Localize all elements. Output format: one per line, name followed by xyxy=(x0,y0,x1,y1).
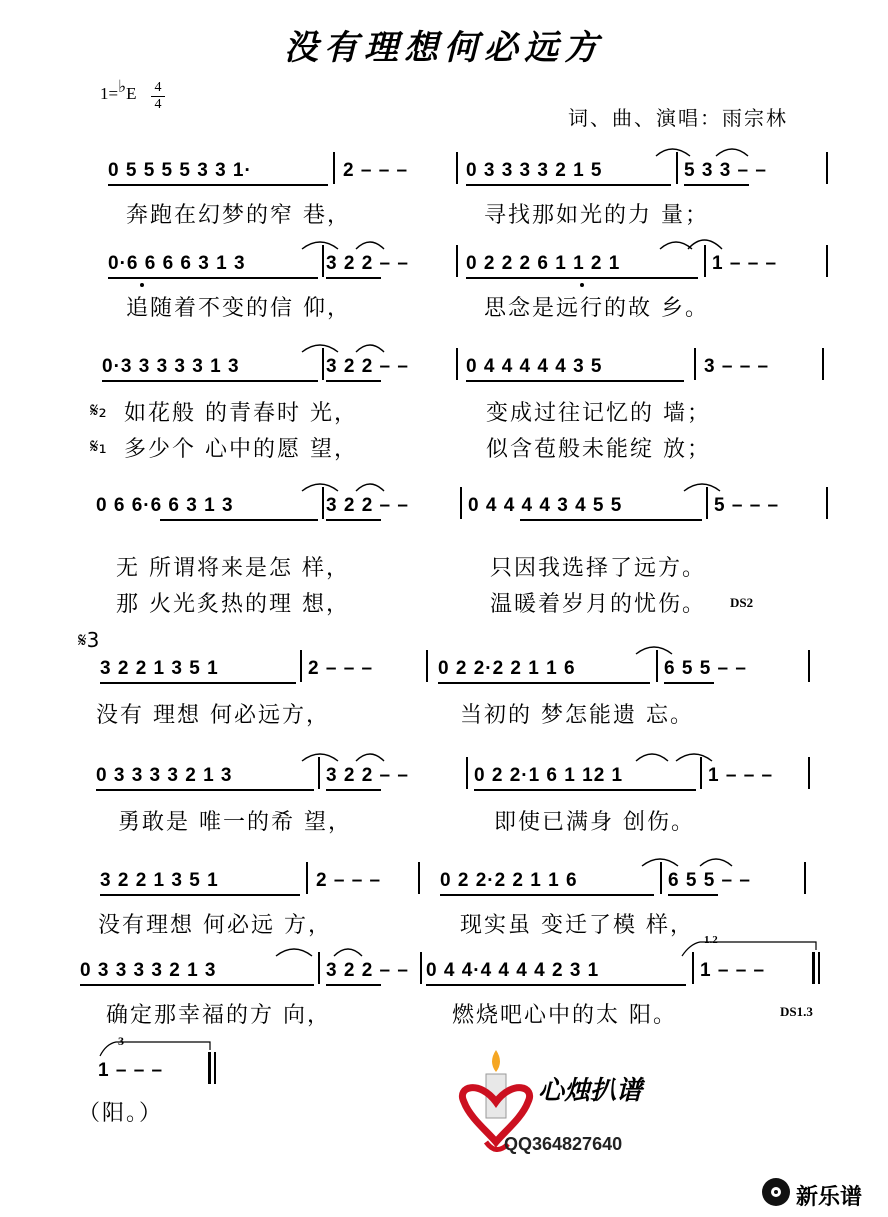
tie-arcs xyxy=(0,253,888,293)
notes-measure-2: 3 2 2 – – xyxy=(326,253,409,274)
lyric-line: （阳。） xyxy=(78,1101,164,1126)
notes-measure-3: 0 4 4 4 4 4 3 5 xyxy=(466,356,603,377)
notes-measure-1: 3 2 2 1 3 5 1 xyxy=(100,658,219,679)
volta-ending-label: 3 xyxy=(118,1034,124,1048)
notes-measure-3: 0 3 3 3 3 2 1 5 xyxy=(466,160,603,181)
notes-measure-3: 0 4 4·4 4 4 4 2 3 1 xyxy=(426,960,600,981)
ds-marking: DS1.3 xyxy=(780,1004,813,1019)
key-prefix: 1= xyxy=(100,84,119,103)
key-note: E xyxy=(126,84,137,103)
notes-measure-3: 0 4 4 4 4 3 4 5 5 xyxy=(468,495,623,516)
tie-arcs xyxy=(0,495,888,535)
logo-text: 心烛扒谱 xyxy=(538,1076,643,1106)
key-signature xyxy=(100,77,137,104)
lyric-line: 现实虽 变迁了模 样， xyxy=(460,913,694,938)
notes-measure-2: 2 – – – xyxy=(343,160,409,181)
volta-ending-label: 1.2 xyxy=(704,934,718,946)
lyric-line: 多少个 心中的愿 望， xyxy=(124,437,358,462)
notes-measure-1: 0 3 3 3 3 2 1 3 xyxy=(96,765,233,786)
notes-measure-2: 3 2 2 – – xyxy=(326,960,409,981)
lyric-line: 似含苞般未能绽 放； xyxy=(486,437,711,462)
lyric-line: 奔跑在幻梦的窄 巷， xyxy=(126,203,351,228)
notes-measure-3: 0 2 2·1 6 1 12 1 xyxy=(474,765,624,786)
tie-arcs xyxy=(0,356,888,396)
lyric-line: 确定那幸福的方 向， xyxy=(106,1003,331,1028)
lyric-line: 思念是远行的故 乡。 xyxy=(484,296,709,321)
notes-measure-2: 2 – – – xyxy=(316,870,382,891)
segno-3-sign: 𝄋3 xyxy=(78,628,100,652)
notes-measure-2: 3 2 2 – – xyxy=(326,495,409,516)
notes-measure-1: 1 – – – xyxy=(98,1060,164,1081)
segno-1-sign: 𝄋₁ xyxy=(90,434,107,458)
lyric-line: 那 火光炙热的理 想， xyxy=(116,592,350,617)
notes-measure-4: 3 – – – xyxy=(704,356,770,377)
notes-measure-4: 1 – – – xyxy=(700,960,766,981)
notes-measure-1: 0·6 6 6 6 3 1 3 xyxy=(108,253,246,274)
qq-contact: QQ364827640 xyxy=(504,1134,623,1154)
lyric-line: 如花般 的青春时 光， xyxy=(124,401,358,426)
lyric-line: 寻找那如光的力 量； xyxy=(484,203,709,228)
notes-measure-2: 3 2 2 – – xyxy=(326,356,409,377)
time-top: 4 xyxy=(154,80,162,95)
lyric-line: 勇敢是 唯一的希 望， xyxy=(118,810,352,835)
notes-measure-3: 0 2 2·2 2 1 1 6 xyxy=(438,658,576,679)
barline xyxy=(214,1052,216,1084)
lyric-line: 燃烧吧心中的太 阳。 xyxy=(452,1003,677,1028)
notes-measure-1: 0 3 3 3 3 2 1 3 xyxy=(80,960,217,981)
lyric-line: 即使已满身 创伤。 xyxy=(494,810,695,835)
notes-measure-4: 5 – – – xyxy=(714,495,780,516)
lyric-line: 追随着不变的信 仰， xyxy=(126,296,351,321)
disc-icon xyxy=(760,1176,792,1208)
lyric-line: 无 所谓将来是怎 样， xyxy=(116,556,350,581)
lyric-line: 只因我选择了远方。 xyxy=(490,556,707,581)
lyric-line: 变成过往记忆的 墙； xyxy=(486,401,711,426)
notes-measure-1: 0 5 5 5 5 3 3 1· xyxy=(108,160,252,181)
tie-arcs xyxy=(0,765,888,805)
notes-measure-3: 0 2 2 2 6 1 1 2 1 xyxy=(466,253,621,274)
segno-2-sign: 𝄋₂ xyxy=(90,398,107,422)
notes-measure-1: 0·3 3 3 3 3 1 3 xyxy=(102,356,240,377)
notes-measure-1: 3 2 2 1 3 5 1 xyxy=(100,870,219,891)
notes-measure-4: 6 5 5 – – xyxy=(668,870,751,891)
lyric-line: 没有 理想 何必远方， xyxy=(96,703,330,728)
repeat-barline xyxy=(208,1052,211,1084)
tie-arcs xyxy=(0,160,888,200)
time-signature xyxy=(151,80,165,113)
tie-arcs xyxy=(0,960,888,1000)
lyric-line: 温暖着岁月的忧伤。 xyxy=(490,592,707,617)
tie-arcs xyxy=(0,658,888,698)
page-title: 没有理想何必远方 xyxy=(284,28,604,68)
ds-marking: DS2 xyxy=(730,595,754,610)
brand-name: 新乐谱 xyxy=(796,1185,863,1210)
notes-measure-2: 2 – – – xyxy=(308,658,374,679)
notes-measure-3: 0 2 2·2 2 1 1 6 xyxy=(440,870,578,891)
notes-measure-4: 1 – – – xyxy=(708,765,774,786)
notes-measure-2: 3 2 2 – – xyxy=(326,765,409,786)
time-bottom: 4 xyxy=(151,96,165,113)
notes-measure-4: 1 – – – xyxy=(712,253,778,274)
flat-sign: ♭ xyxy=(118,77,127,96)
lyric-line: 当初的 梦怎能遗 忘。 xyxy=(460,703,694,728)
notes-measure-1: 0 6 6·6 6 3 1 3 xyxy=(96,495,234,516)
notes-measure-4: 5 3 3 – – xyxy=(684,160,767,181)
tie-arcs xyxy=(0,870,888,910)
credit-line: 词、曲、演唱：雨宗林 xyxy=(568,106,788,130)
lyric-line: 没有理想 何必远 方， xyxy=(98,913,332,938)
notes-measure-4: 6 5 5 – – xyxy=(664,658,747,679)
